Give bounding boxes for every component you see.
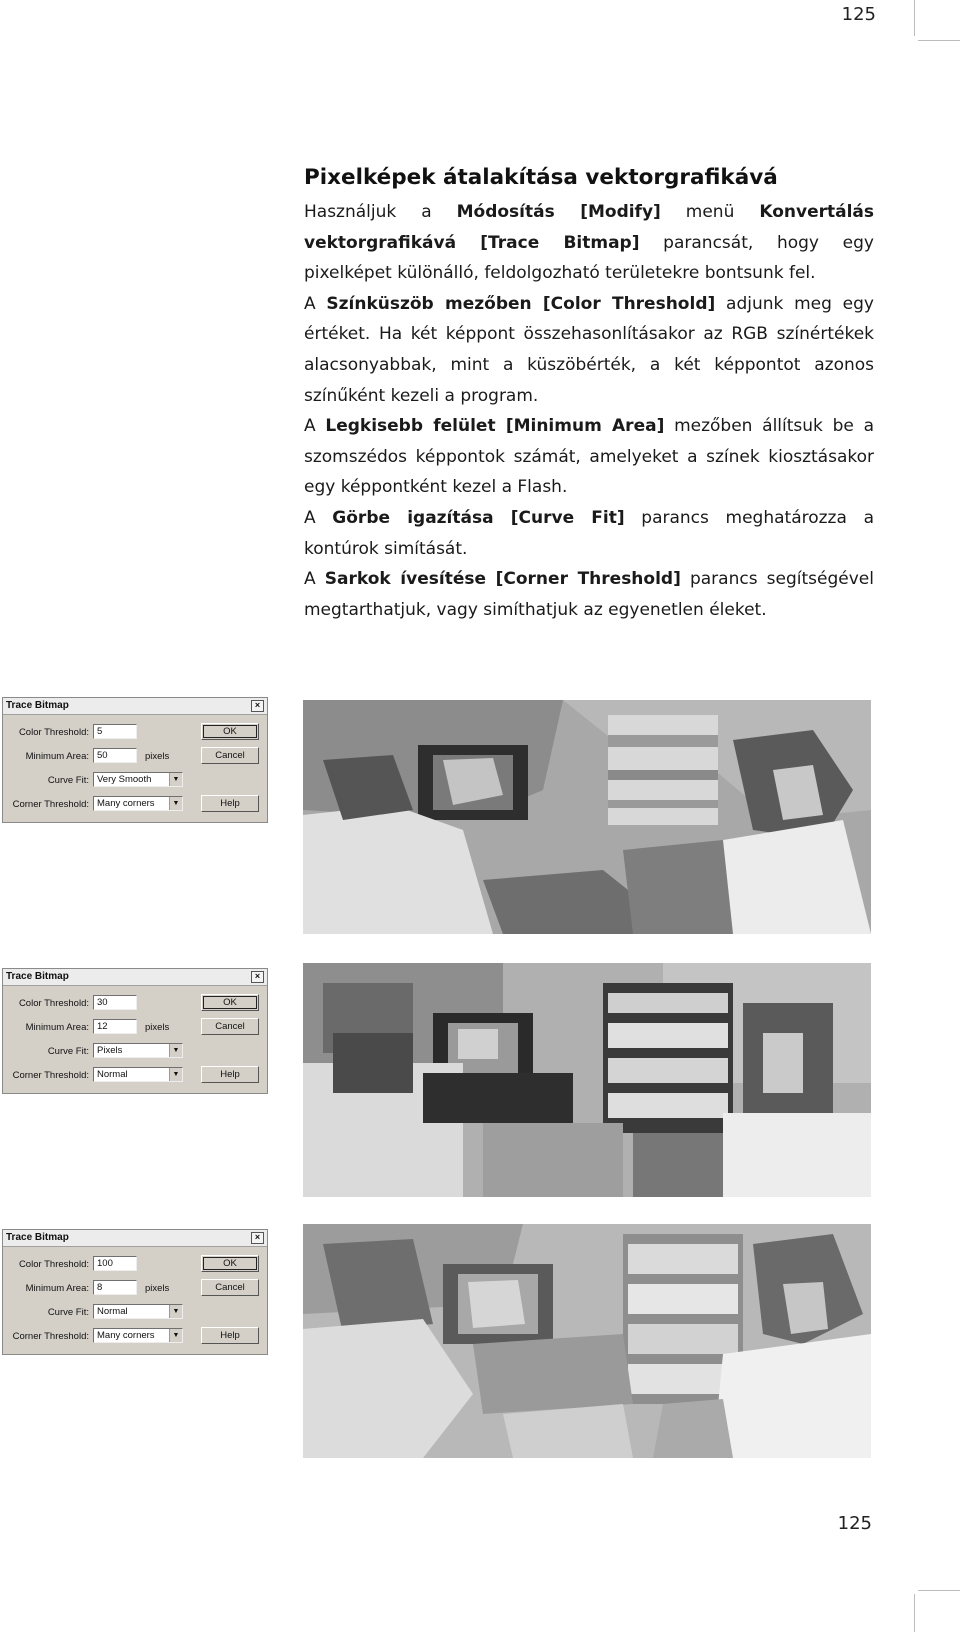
chevron-down-icon[interactable]: ▼	[169, 1068, 182, 1081]
chevron-down-icon[interactable]: ▼	[169, 1044, 182, 1057]
chevron-down-icon[interactable]: ▼	[169, 1305, 182, 1318]
minimum-area-input[interactable]: 50	[93, 748, 137, 763]
dialog-title-bar: Trace Bitmap ×	[3, 969, 267, 986]
color-threshold-label: Color Threshold:	[18, 998, 89, 1009]
paragraph-corner-threshold: A Sarkok ívesítése [Corner Threshold] parancs segítségével megtarthatjuk, vagy simíthatjuk az egyenetlen éleket.	[304, 569, 874, 620]
close-icon[interactable]: ×	[251, 700, 264, 712]
minimum-area-label: Minimum Area:	[25, 1283, 89, 1294]
corner-threshold-select[interactable]: Many corners ▼	[93, 796, 183, 811]
minimum-area-label: Minimum Area:	[25, 751, 89, 762]
corner-mark-top	[914, 0, 915, 36]
curve-fit-select[interactable]: Very Smooth ▼	[93, 772, 183, 787]
dialog-title-bar: Trace Bitmap ×	[3, 1230, 267, 1247]
corner-threshold-select[interactable]: Normal ▼	[93, 1067, 183, 1082]
pixels-label: pixels	[145, 751, 170, 762]
page-number-top: 125	[841, 4, 876, 25]
corner-mark-bottom-horizontal	[918, 1590, 960, 1591]
chevron-down-icon[interactable]: ▼	[169, 1329, 182, 1342]
color-threshold-label: Color Threshold:	[18, 727, 89, 738]
help-button[interactable]: Help	[201, 795, 259, 812]
color-threshold-input[interactable]: 100	[93, 1256, 137, 1271]
help-button[interactable]: Help	[201, 1327, 259, 1344]
chevron-down-icon[interactable]: ▼	[169, 797, 182, 810]
corner-threshold-label: Corner Threshold:	[12, 799, 89, 810]
corner-threshold-select[interactable]: Many corners ▼	[93, 1328, 183, 1343]
corner-mark-top-horizontal	[918, 40, 960, 41]
trace-bitmap-dialog-3	[2, 1229, 268, 1355]
traced-photo-1	[303, 700, 871, 934]
curve-fit-select[interactable]: Pixels ▼	[93, 1043, 183, 1058]
close-icon[interactable]: ×	[251, 971, 264, 983]
curve-fit-label: Curve Fit:	[47, 1046, 89, 1057]
minimum-area-input[interactable]: 8	[93, 1280, 137, 1295]
page-number-bottom: 125	[837, 1513, 872, 1534]
color-threshold-label: Color Threshold:	[18, 1259, 89, 1270]
close-icon[interactable]: ×	[251, 1232, 264, 1244]
cancel-button[interactable]: Cancel	[201, 1279, 259, 1296]
ok-button[interactable]: OK	[201, 723, 259, 740]
traced-photo-3	[303, 1224, 871, 1458]
corner-threshold-label: Corner Threshold:	[12, 1070, 89, 1081]
cancel-button[interactable]: Cancel	[201, 1018, 259, 1035]
corner-threshold-label: Corner Threshold:	[12, 1331, 89, 1342]
curve-fit-label: Curve Fit:	[47, 775, 89, 786]
minimum-area-label: Minimum Area:	[25, 1022, 89, 1033]
article	[304, 163, 874, 625]
cancel-button[interactable]: Cancel	[201, 747, 259, 764]
curve-fit-label: Curve Fit:	[47, 1307, 89, 1318]
section-heading: Pixelképek átalakítása vektorgrafikává	[304, 165, 778, 190]
pixels-label: pixels	[145, 1022, 170, 1033]
paragraph-trace-bitmap: Használjuk a Módosítás [Modify] menü Konvertálás vektorgrafikává [Trace Bitmap] parancsát, hogy egy pixelképet különálló, feldolgozható területekre bontsunk fel.	[304, 202, 874, 284]
color-threshold-input[interactable]: 5	[93, 724, 137, 739]
trace-bitmap-dialog-2	[2, 968, 268, 1094]
paragraph-curve-fit: A Görbe igazítása [Curve Fit] parancs meghatározza a kontúrok simítását.	[304, 507, 874, 559]
curve-fit-select[interactable]: Normal ▼	[93, 1304, 183, 1319]
dialog-title-bar: Trace Bitmap ×	[3, 698, 267, 715]
help-button[interactable]: Help	[201, 1066, 259, 1083]
paragraph-minimum-area: A Legkisebb felület [Minimum Area] mezőben állítsuk be a szomszédos képpontok számát, amelyeket a színek kiosztásakor egy képpontként kezel a Flash.	[304, 416, 874, 498]
corner-mark-bottom	[914, 1594, 915, 1632]
ok-button[interactable]: OK	[201, 994, 259, 1011]
minimum-area-input[interactable]: 12	[93, 1019, 137, 1034]
traced-photo-2	[303, 963, 871, 1197]
color-threshold-input[interactable]: 30	[93, 995, 137, 1010]
ok-button[interactable]: OK	[201, 1255, 259, 1272]
chevron-down-icon[interactable]: ▼	[169, 773, 182, 786]
trace-bitmap-dialog-1	[2, 697, 268, 823]
pixels-label: pixels	[145, 1283, 170, 1294]
paragraph-color-threshold: A Színküszöb mezőben [Color Threshold] adjunk meg egy értéket. Ha két képpont összehasonlításakor az RGB színértékek alacsonyabbak, mint a küszöbérték, a két képpontot azonos színűként kezeli a program.	[304, 293, 874, 406]
